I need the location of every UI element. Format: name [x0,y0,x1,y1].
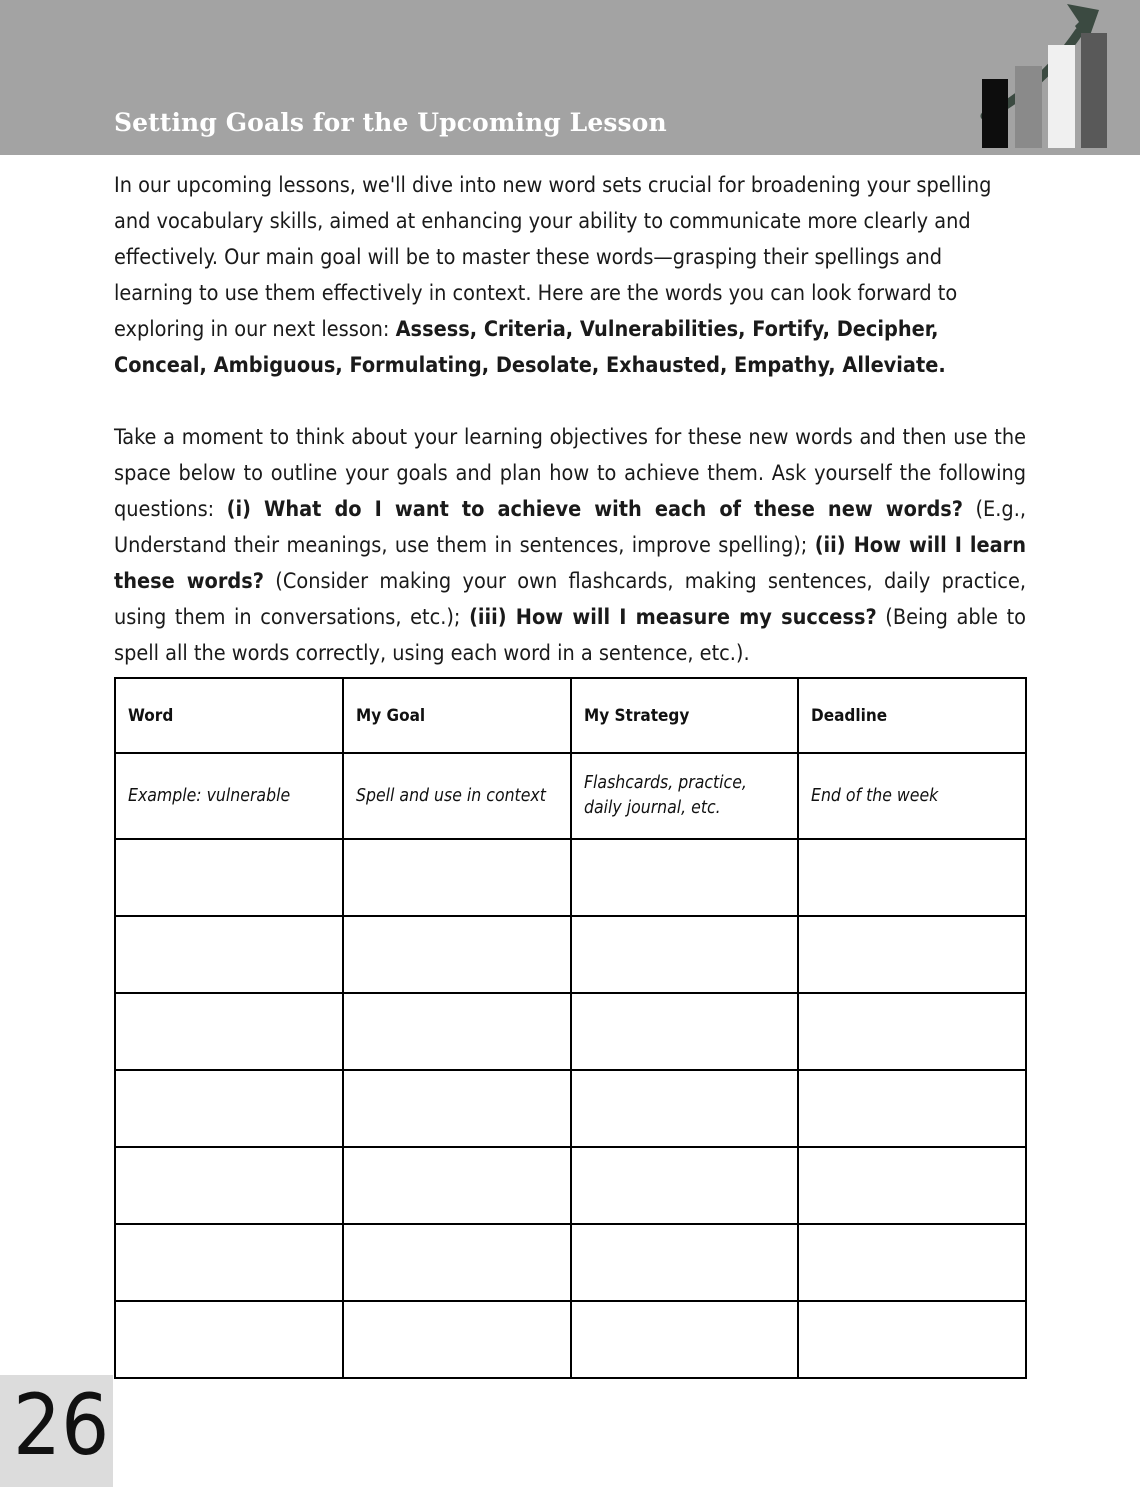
blank-cell[interactable] [571,1224,798,1301]
instructions-paragraph [114,420,1026,672]
example-cell-strategy: Flashcards, practice, daily journal, etc. [571,753,798,839]
page-title: Setting Goals for the Upcoming Lesson [114,108,667,137]
blank-cell[interactable] [343,1301,571,1378]
example-cell-deadline: End of the week [798,753,1026,839]
blank-cell[interactable] [115,1070,343,1147]
blank-cell[interactable] [798,1070,1026,1147]
blank-cell[interactable] [115,993,343,1070]
blank-cell[interactable] [571,1147,798,1224]
table-header-row [115,678,1026,753]
blank-cell[interactable] [115,916,343,993]
column-header-my-strategy: My Strategy [571,678,798,753]
blank-cell[interactable] [115,1224,343,1301]
blank-cell[interactable] [798,916,1026,993]
blank-cell[interactable] [343,1224,571,1301]
blank-cell[interactable] [798,839,1026,916]
table-row-blank[interactable] [115,1070,1026,1147]
instructions-text-3: (Consider making your own flashcards, making sentences, daily practice, using them in conversations, etc.); [114,569,1026,630]
blank-cell[interactable] [571,839,798,916]
page-header-bar [0,0,1140,155]
page-number-box [0,1375,113,1487]
blank-cell[interactable] [343,1147,571,1224]
logo-bar-1 [982,79,1008,148]
reflection-question-2: (ii) How will I learn these words? [114,533,1026,594]
blank-cell[interactable] [115,1147,343,1224]
blank-cell[interactable] [343,993,571,1070]
blank-cell[interactable] [798,1147,1026,1224]
table-row-blank[interactable] [115,839,1026,916]
instructions-text-2: (E.g., Understand their meanings, use them in sentences, improve spelling); [114,497,1026,558]
goal-planning-table [114,677,1027,1379]
blank-cell[interactable] [571,993,798,1070]
blank-cell[interactable] [343,1070,571,1147]
blank-cell[interactable] [571,916,798,993]
logo-bar-3 [1048,45,1075,148]
table-row-blank[interactable] [115,1301,1026,1378]
example-cell-word: Example: vulnerable [115,753,343,839]
table-row-blank[interactable] [115,916,1026,993]
logo-bar-2 [1015,66,1042,148]
table-row-blank[interactable] [115,1224,1026,1301]
blank-cell[interactable] [798,1224,1026,1301]
lesson-body [114,168,1026,672]
logo-bar-4 [1081,33,1107,148]
page-number: 26 [13,1376,110,1474]
instructions-text-4: (Being able to spell all the words correctly, using each word in a sentence, etc.). [114,605,1026,666]
blank-cell[interactable] [571,1070,798,1147]
column-header-word: Word [115,678,343,753]
blank-cell[interactable] [115,839,343,916]
instructions-text-1: Take a moment to think about your learning objectives for these new words and then use the space below to outline your goals and plan how to achieve them. Ask yourself the following questions: [114,425,1026,522]
blank-cell[interactable] [798,1301,1026,1378]
intro-text: In our upcoming lessons, we'll dive into new word sets crucial for broadening your spelling and vocabulary skills, aimed at enhancing your ability to communicate more clearly and effectively. Our main goal will be to master these words—grasping their spellings and learning to use them effectively in context. Here are the words you can look forward to exploring in our next lesson: [114,173,992,342]
table-row-blank[interactable] [115,993,1026,1070]
blank-cell[interactable] [343,839,571,916]
table-row-blank[interactable] [115,1147,1026,1224]
reflection-question-1: (i) What do I want to achieve with each of these new words? [226,497,964,522]
vocabulary-word-list: Assess, Criteria, Vulnerabilities, Fortify, Decipher, Conceal, Ambiguous, Formulating, Desolate, Exhausted, Empathy, Alleviate. [114,317,946,378]
blank-cell[interactable] [798,993,1026,1070]
table-body [115,753,1026,1378]
table-row-example [115,753,1026,839]
blank-cell[interactable] [343,916,571,993]
column-header-deadline: Deadline [798,678,1026,753]
blank-cell[interactable] [115,1301,343,1378]
intro-paragraph [114,168,1026,384]
blank-cell[interactable] [571,1301,798,1378]
reflection-question-3: (iii) How will I measure my success? [469,605,877,630]
example-cell-goal: Spell and use in context [343,753,571,839]
column-header-my-goal: My Goal [343,678,571,753]
growth-bar-chart-arrow-logo [975,0,1110,152]
